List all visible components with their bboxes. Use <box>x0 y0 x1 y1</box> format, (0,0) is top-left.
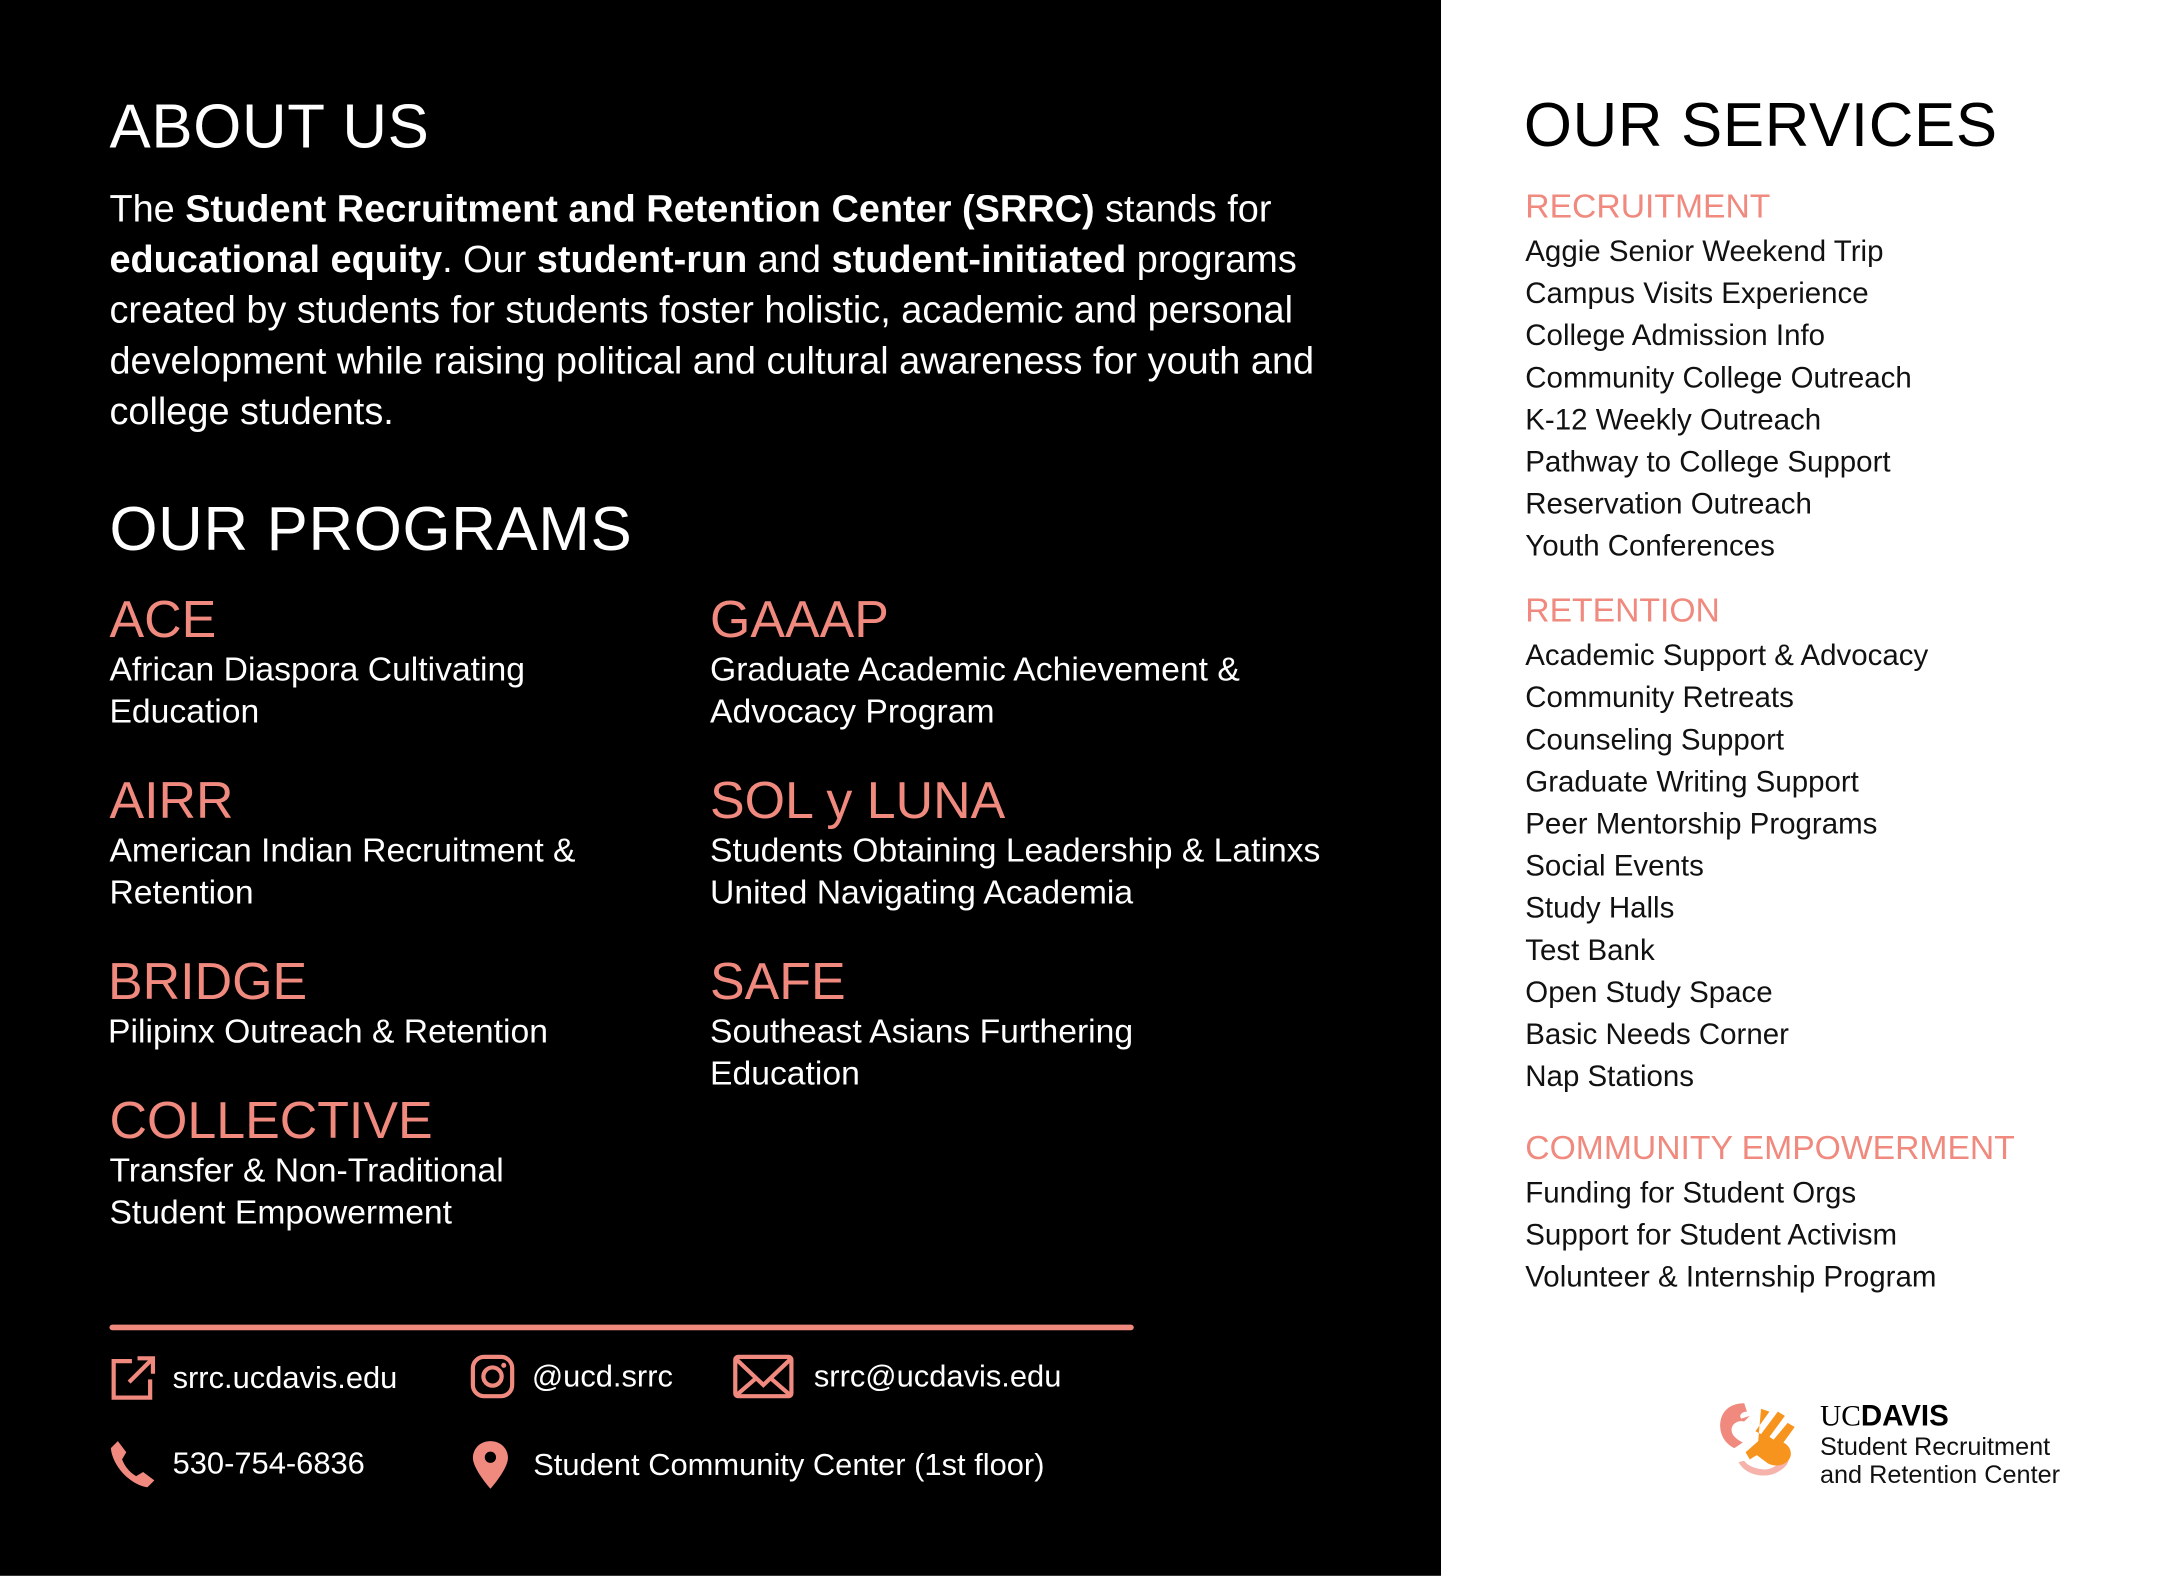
services-community-empowerment <box>1525 1128 2015 1299</box>
programs-heading: OUR PROGRAMS <box>109 495 633 565</box>
service-item: Counseling Support <box>1525 724 1785 757</box>
service-item: Campus Visits Experience <box>1525 277 1869 311</box>
service-item: Open Study Space <box>1525 976 1773 1009</box>
instagram-icon <box>470 1354 515 1399</box>
service-item: K-12 Weekly Outreach <box>1525 404 1822 437</box>
contact-instagram[interactable] <box>470 1354 673 1399</box>
service-item: Graduate Writing Support <box>1525 766 1859 799</box>
logo-line-1: Student Recruitment <box>1819 1432 2051 1461</box>
service-item: Pathway to College Support <box>1525 446 1891 479</box>
services-retention <box>1525 591 1928 1099</box>
service-item: Aggie Senior Weekend Trip <box>1525 235 1884 269</box>
program-collective: COLLECTIVE Transfer & Non-Traditional Student Empowerment <box>109 1091 504 1233</box>
services-recruitment <box>1525 187 1912 569</box>
location-text: Student Community Center (1st floor) <box>533 1446 1045 1482</box>
divider <box>109 1325 1133 1331</box>
category-heading: RECRUITMENT <box>1525 188 1771 226</box>
contact-phone[interactable] <box>109 1440 364 1488</box>
service-item: Peer Mentorship Programs <box>1525 808 1878 841</box>
program-safe: SAFE Southeast Asians Furthering Education <box>710 952 1134 1094</box>
service-item: Support for Student Activism <box>1525 1219 1898 1252</box>
phone-icon <box>109 1440 155 1488</box>
about-heading: ABOUT US <box>109 92 430 162</box>
program-bridge: BRIDGE Pilipinx Outreach & Retention <box>108 952 548 1051</box>
email-link[interactable]: srrc@ucdavis.edu <box>813 1358 1062 1394</box>
contact-website[interactable] <box>109 1354 397 1400</box>
contact-location <box>471 1440 1044 1491</box>
phone-number[interactable]: 530-754-6836 <box>172 1445 365 1481</box>
logo-line-2: and Retention Center <box>1819 1460 2061 1489</box>
service-item: Volunteer & Internship Program <box>1525 1261 1937 1294</box>
service-item: Study Halls <box>1525 892 1675 925</box>
category-heading: RETENTION <box>1525 592 1720 631</box>
services-heading: OUR SERVICES <box>1523 91 1998 160</box>
service-item: Youth Conferences <box>1525 530 1775 563</box>
website-link[interactable]: srrc.ucdavis.edu <box>172 1358 398 1395</box>
program-airr: AIRR American Indian Recruitment & Retention <box>109 771 576 913</box>
mail-icon <box>732 1354 794 1399</box>
program-sol-y-luna: SOL y LUNA Students Obtaining Leadership & Latinxs United Navigating Academia <box>710 771 1321 913</box>
service-item: Funding for Student Orgs <box>1525 1177 1857 1210</box>
service-item: College Admission Info <box>1525 319 1826 353</box>
service-item: Basic Needs Corner <box>1525 1018 1789 1051</box>
category-heading: COMMUNITY EMPOWERMENT <box>1525 1129 2015 1168</box>
srrc-logo <box>1719 1400 2060 1488</box>
service-item: Community College Outreach <box>1525 362 1912 395</box>
external-link-icon <box>109 1354 155 1400</box>
service-item: Nap Stations <box>1525 1060 1695 1094</box>
program-ace: ACE African Diaspora Cultivating Education <box>109 590 525 732</box>
about-paragraph: The Student Recruitment and Retention Center (SRRC) stands for educational equity. Our student-run and student-initiated programs created by students for students foster holistic, academic and personal development while raising political and cultural awareness for youth and college students. <box>109 188 1315 433</box>
ucdavis-wordmark: UCDAVIS <box>1819 1398 1949 1433</box>
service-item: Social Events <box>1525 850 1704 883</box>
instagram-handle[interactable]: @ucd.srrc <box>531 1358 673 1394</box>
service-item: Community Retreats <box>1525 681 1794 715</box>
service-item: Reservation Outreach <box>1525 488 1812 521</box>
program-gaaap: GAAAP Graduate Academic Achievement & Advocacy Program <box>710 590 1240 732</box>
hands-logo-icon <box>1719 1400 1809 1487</box>
location-pin-icon <box>471 1440 509 1491</box>
service-item: Test Bank <box>1525 934 1655 967</box>
service-item: Academic Support & Advocacy <box>1525 639 1929 673</box>
contact-email[interactable] <box>732 1354 1061 1399</box>
